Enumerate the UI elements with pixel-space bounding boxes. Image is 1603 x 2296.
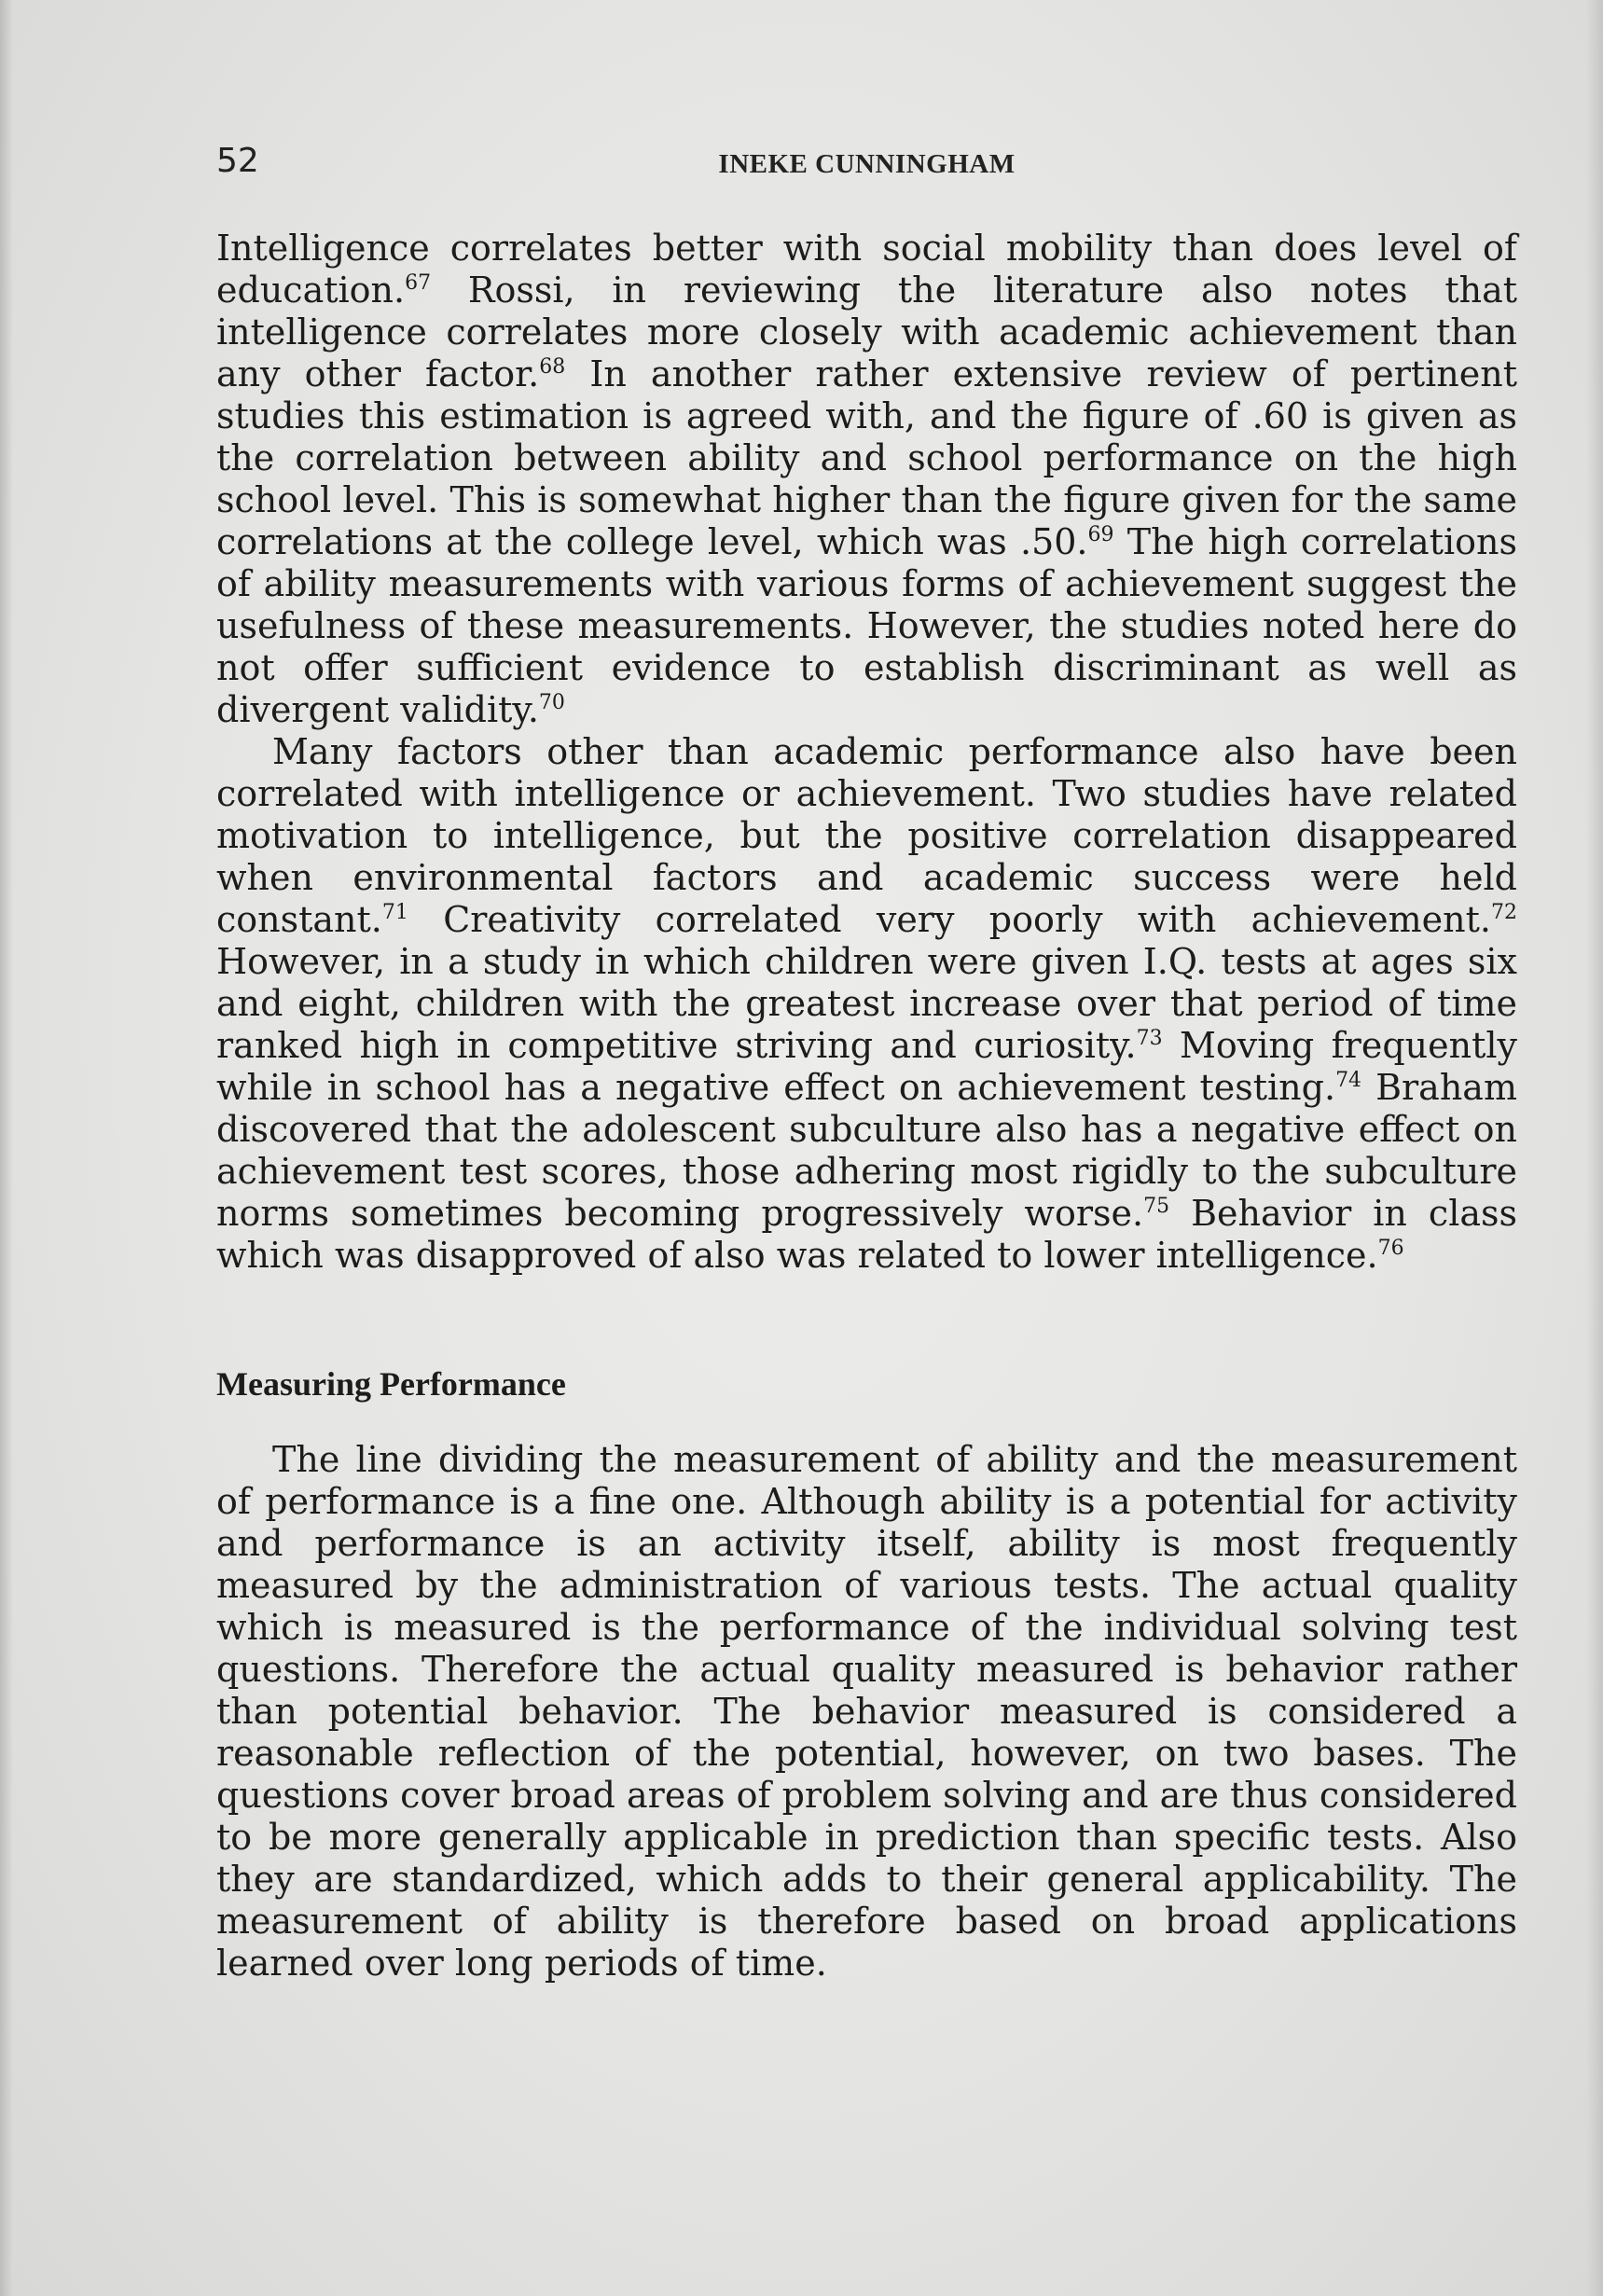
running-head-author: INEKE CUNNINGHAM: [718, 149, 1016, 179]
sentence: Intelligence correlates better with social mobility than does level of education.: [216, 228, 1517, 311]
sentence: Behavior in class which was disapproved of also was related to lower intelligence.: [216, 1193, 1518, 1276]
footnote-ref-73: 73: [1136, 1027, 1163, 1050]
paragraph-intelligence-correlations: [216, 228, 1517, 731]
paragraph-other-factors: [216, 731, 1517, 1277]
sentence: Creativity correlated very poorly with achievement.: [408, 899, 1491, 940]
paragraph-measuring-performance: The line dividing the measurement of ability and the measurement of performance is a fine one. Although ability is a potential for activity and performance is an activity itself, ability is most frequently measured by the administration of various tests. The actual quality which is measured is the performance of the individual solving test questions. Therefore the actual quality measured is behavior rather than potential behavior. The behavior measured is considered a reasonable reflection of the potential, however, on two bases. The questions cover broad areas of problem solving and are thus considered to be more generally applicable in prediction than specific tests. Also they are standardized, which adds to their general applicability. The measurement of ability is therefore based on broad applications learned over long periods of time.: [216, 1439, 1517, 1984]
section-heading: Measuring Performance: [216, 1365, 566, 1403]
page-number: 52: [216, 142, 259, 180]
footnote-ref-67: 67: [405, 271, 432, 295]
footnote-ref-71: 71: [381, 901, 408, 924]
footnote-ref-68: 68: [539, 355, 566, 379]
sentence: Many factors other than academic performance also have been correlated with intelligence or achievement. Two studies have related motivation to intelligence, but the positive correlation disappeared when environmental factors and academic success were held constant.: [216, 731, 1517, 940]
body-text: [216, 228, 1517, 1985]
page-right-edge-shadow: [1586, 0, 1603, 2296]
sentence: Rossi, in reviewing the literature also notes that intelligence correlates more closely with academic achievement than any other factor.: [216, 270, 1517, 394]
footnote-ref-69: 69: [1087, 523, 1114, 546]
sentence: In another rather extensive review of pertinent studies this estimation is agreed with, and the figure of .60 is given as the correlation between ability and school performance on the high school level. This is somewhat higher than the figure given for the same correlations at the college level, which was .50.: [216, 353, 1517, 562]
footnote-ref-75: 75: [1143, 1195, 1170, 1218]
sentence: Braham discovered that the adolescent subculture also has a negative effect on achievement test scores, those adhering most rigidly to the subculture norms sometimes becoming progressively worse.: [216, 1067, 1517, 1234]
footnote-ref-74: 74: [1335, 1069, 1362, 1092]
sentence: Moving frequently while in school has a negative effect on achievement testing.: [216, 1025, 1517, 1108]
running-header: [216, 142, 1517, 198]
footnote-ref-76: 76: [1377, 1237, 1404, 1260]
sentence: However, in a study in which children were given I.Q. tests at ages six and eight, children with the greatest increase over that period of time ranked high in competitive striving and curiosity.: [216, 941, 1517, 1066]
sentence: The high correlations of ability measurements with various forms of achievement suggest the usefulness of these measurements. However, the studies noted here do not offer sufficient evidence to establish discriminant as well as divergent validity.: [216, 521, 1517, 730]
footnote-ref-70: 70: [538, 691, 565, 714]
footnote-ref-72: 72: [1491, 901, 1517, 924]
page-left-edge-shadow: [0, 0, 13, 2296]
